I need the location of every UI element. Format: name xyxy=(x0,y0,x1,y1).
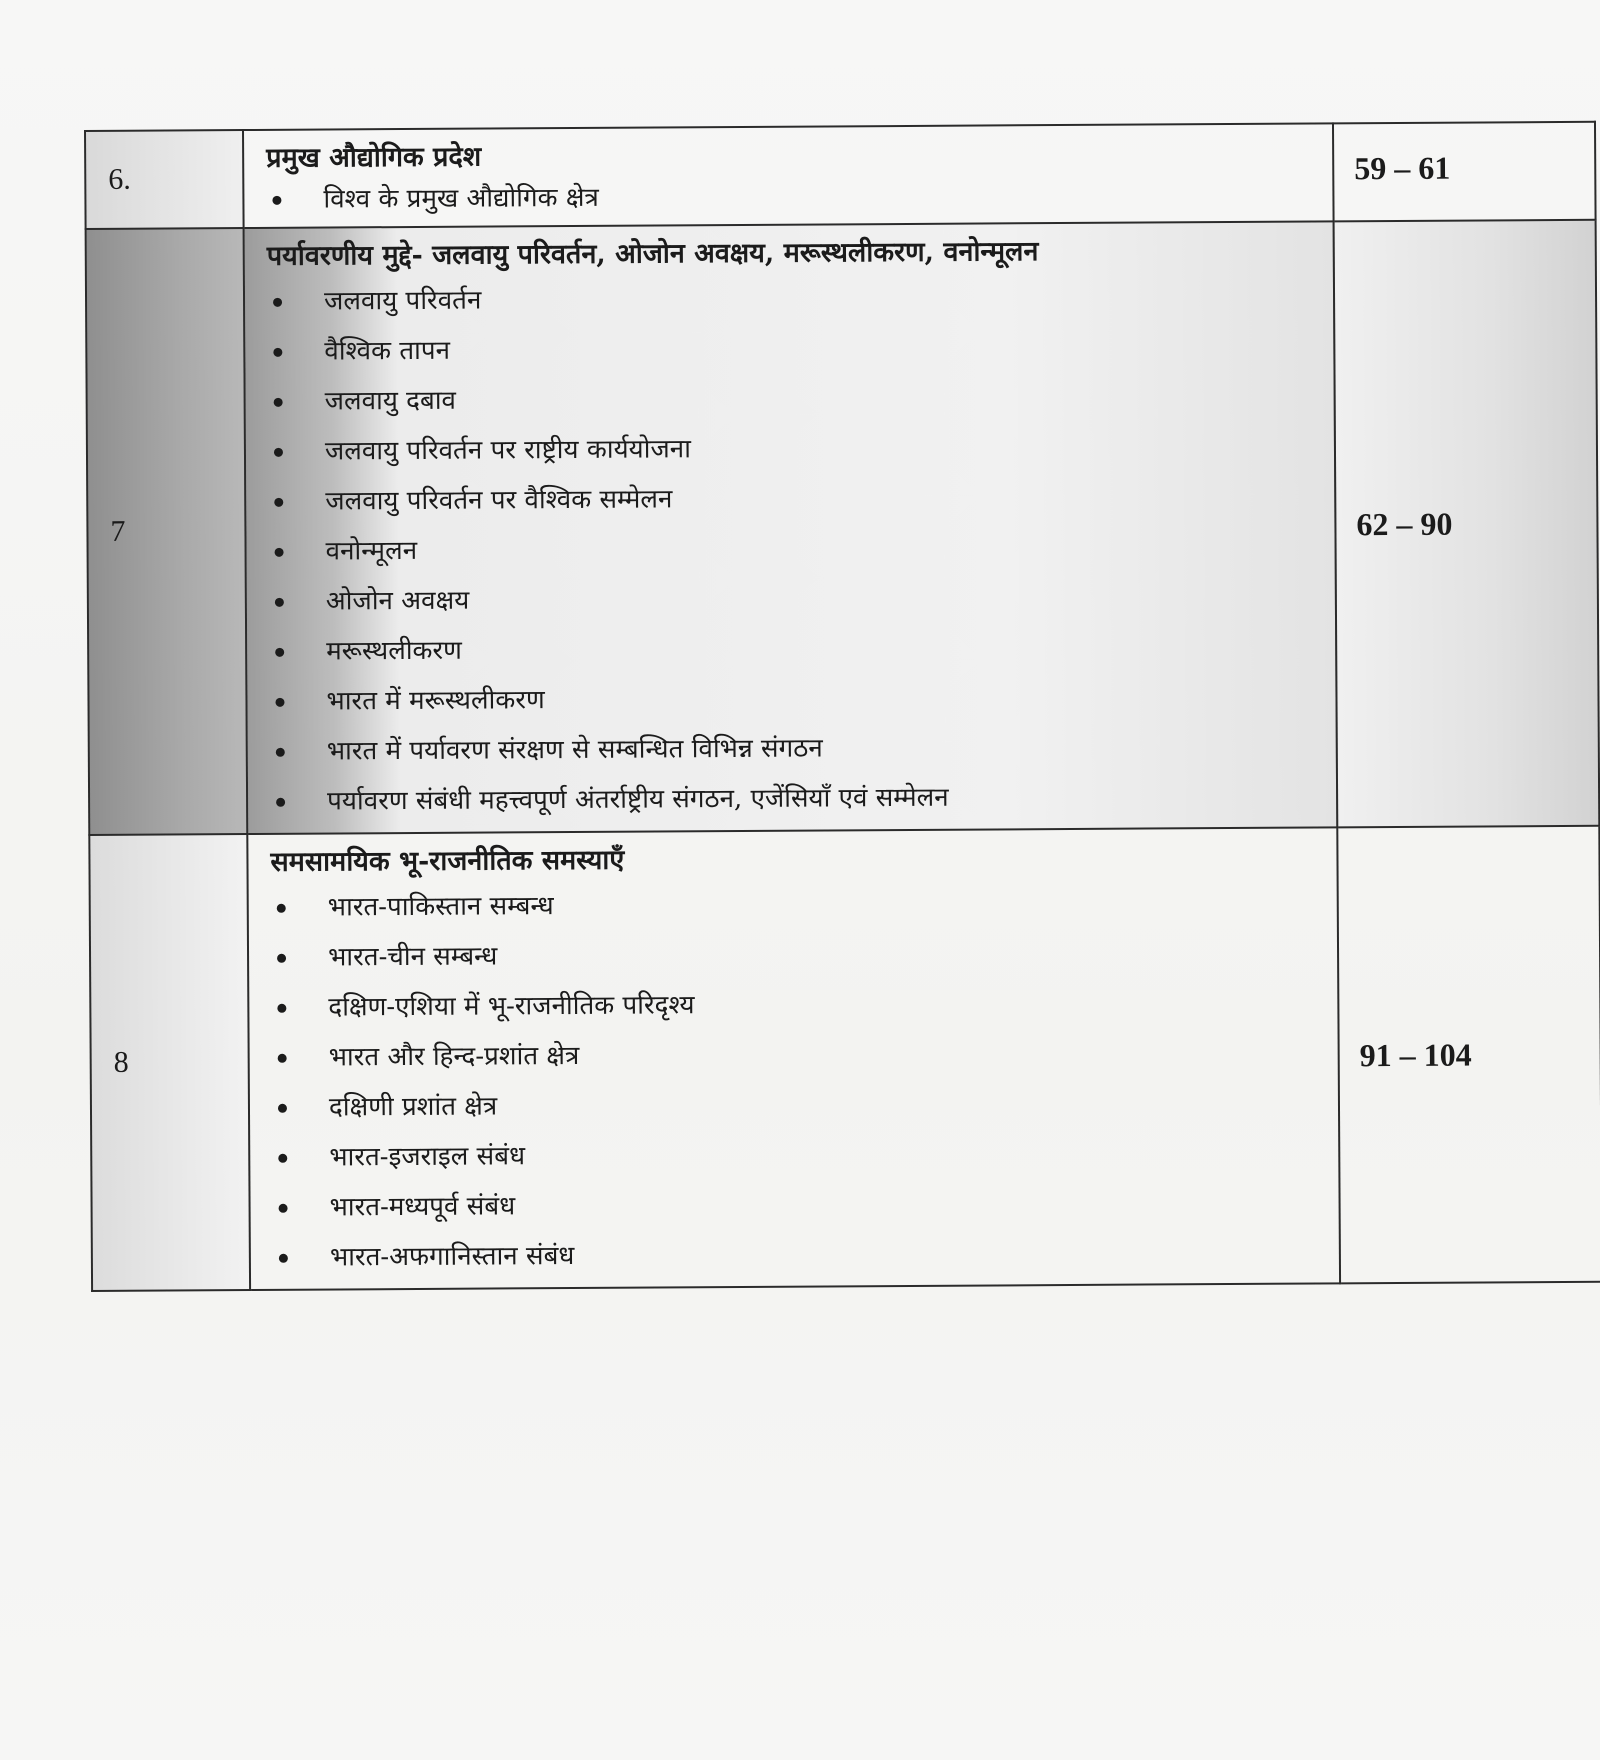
subtopic-label: पर्यावरण संबंधी महत्त्वपूर्ण अंतर्राष्ट्रीय संगठन, एजेंसियाँ एवं सम्मेलन xyxy=(327,782,949,817)
bullet-icon xyxy=(274,397,283,406)
chapter-number: 7 xyxy=(86,228,248,835)
subtopic-label: भारत-चीन सम्बन्ध xyxy=(327,941,498,973)
list-item xyxy=(272,1026,1328,1082)
bullet-icon xyxy=(275,647,284,656)
bullet-icon xyxy=(273,297,282,306)
subtopic-label: भारत-मध्यपूर्व संबंध xyxy=(329,1191,516,1223)
bullet-icon xyxy=(277,1003,286,1012)
subtopic-label: विश्व के प्रमुख औद्योगिक क्षेत्र xyxy=(323,182,599,215)
page-range: 91 – 104 xyxy=(1337,826,1600,1284)
page-range: 62 – 90 xyxy=(1334,220,1600,828)
bullet-icon xyxy=(276,797,285,806)
list-item xyxy=(272,1176,1328,1232)
list-item xyxy=(269,670,1325,726)
subtopic-label: वैश्विक तापन xyxy=(324,335,451,367)
chapter-heading: पर्यावरणीय मुद्दे- जलवायु परिवर्तन, ओजोन अवक्षय, मरूस्थलीकरण, वनोन्मूलन xyxy=(266,236,1039,272)
subtopic-label: भारत-अफगानिस्तान संबंध xyxy=(329,1241,575,1273)
subtopic-label: दक्षिण-एशिया में भू-राजनीतिक परिदृश्य xyxy=(328,990,695,1023)
list-item xyxy=(268,520,1324,576)
chapter-heading: प्रमुख औद्योगिक प्रदेश xyxy=(266,141,482,174)
subtopic-label: जलवायु परिवर्तन पर राष्ट्रीय कार्ययोजना xyxy=(324,434,691,467)
bullet-icon xyxy=(275,597,284,606)
list-item xyxy=(270,720,1326,776)
bullet-icon xyxy=(275,547,284,556)
subtopic-label: भारत में मरूस्थलीकरण xyxy=(326,685,545,717)
contents-table xyxy=(84,121,1600,1292)
list-item xyxy=(273,1226,1329,1282)
chapter-number: 6. xyxy=(85,130,244,229)
list-item xyxy=(270,770,1326,826)
chapter-topics xyxy=(244,221,1338,834)
chapter-heading: समसामयिक भू-राजनीतिक समस्याएँ xyxy=(270,844,625,878)
subtopic-label: मरूस्थलीकरण xyxy=(326,635,463,667)
subtopic-label: दक्षिणी प्रशांत क्षेत्र xyxy=(328,1091,498,1123)
subtopic-label: ओजोन अवक्षय xyxy=(325,585,470,617)
table-row xyxy=(89,826,1600,1291)
bullet-icon xyxy=(275,697,284,706)
bullet-icon xyxy=(278,1053,287,1062)
chapter-topics xyxy=(247,827,1340,1290)
list-item xyxy=(267,270,1323,326)
list-item xyxy=(269,620,1325,676)
subtopic-label: भारत और हिन्द-प्रशांत क्षेत्र xyxy=(328,1040,580,1073)
subtopic-label: भारत-इजराइल संबंध xyxy=(329,1141,526,1173)
list-item xyxy=(268,420,1324,476)
list-item xyxy=(271,976,1327,1032)
bullet-icon xyxy=(277,953,286,962)
subtopic-label: जलवायु परिवर्तन पर वैश्विक सम्मेलन xyxy=(325,484,673,517)
list-item xyxy=(266,172,1322,220)
subtopic-list xyxy=(271,876,1329,1282)
subtopic-list xyxy=(266,172,1322,220)
bullet-icon xyxy=(273,347,282,356)
list-item xyxy=(268,470,1324,526)
list-item xyxy=(269,570,1325,626)
list-item xyxy=(268,370,1324,426)
table-row xyxy=(86,220,1600,835)
table-row xyxy=(85,122,1596,229)
subtopic-label: जलवायु दबाव xyxy=(324,385,457,417)
bullet-icon xyxy=(279,1203,288,1212)
page-range: 59 – 61 xyxy=(1333,122,1596,222)
list-item xyxy=(272,1126,1328,1182)
bullet-icon xyxy=(277,903,286,912)
bullet-icon xyxy=(278,1153,287,1162)
bullet-icon xyxy=(274,497,283,506)
list-item xyxy=(272,1076,1328,1132)
subtopic-list xyxy=(267,270,1326,826)
bullet-icon xyxy=(274,447,283,456)
chapter-topics xyxy=(243,123,1334,228)
chapter-number: 8 xyxy=(89,834,250,1291)
bullet-icon xyxy=(279,1253,288,1262)
list-item xyxy=(271,876,1327,932)
bullet-icon xyxy=(276,747,285,756)
bullet-icon xyxy=(278,1103,287,1112)
subtopic-label: वनोन्मूलन xyxy=(325,535,418,567)
list-item xyxy=(267,320,1323,376)
subtopic-label: भारत-पाकिस्तान सम्बन्ध xyxy=(327,891,554,923)
subtopic-label: जलवायु परिवर्तन xyxy=(323,285,482,317)
bullet-icon xyxy=(272,195,281,204)
list-item xyxy=(271,926,1327,982)
subtopic-label: भारत में पर्यावरण संरक्षण से सम्बन्धित विभिन्न संगठन xyxy=(326,733,823,767)
